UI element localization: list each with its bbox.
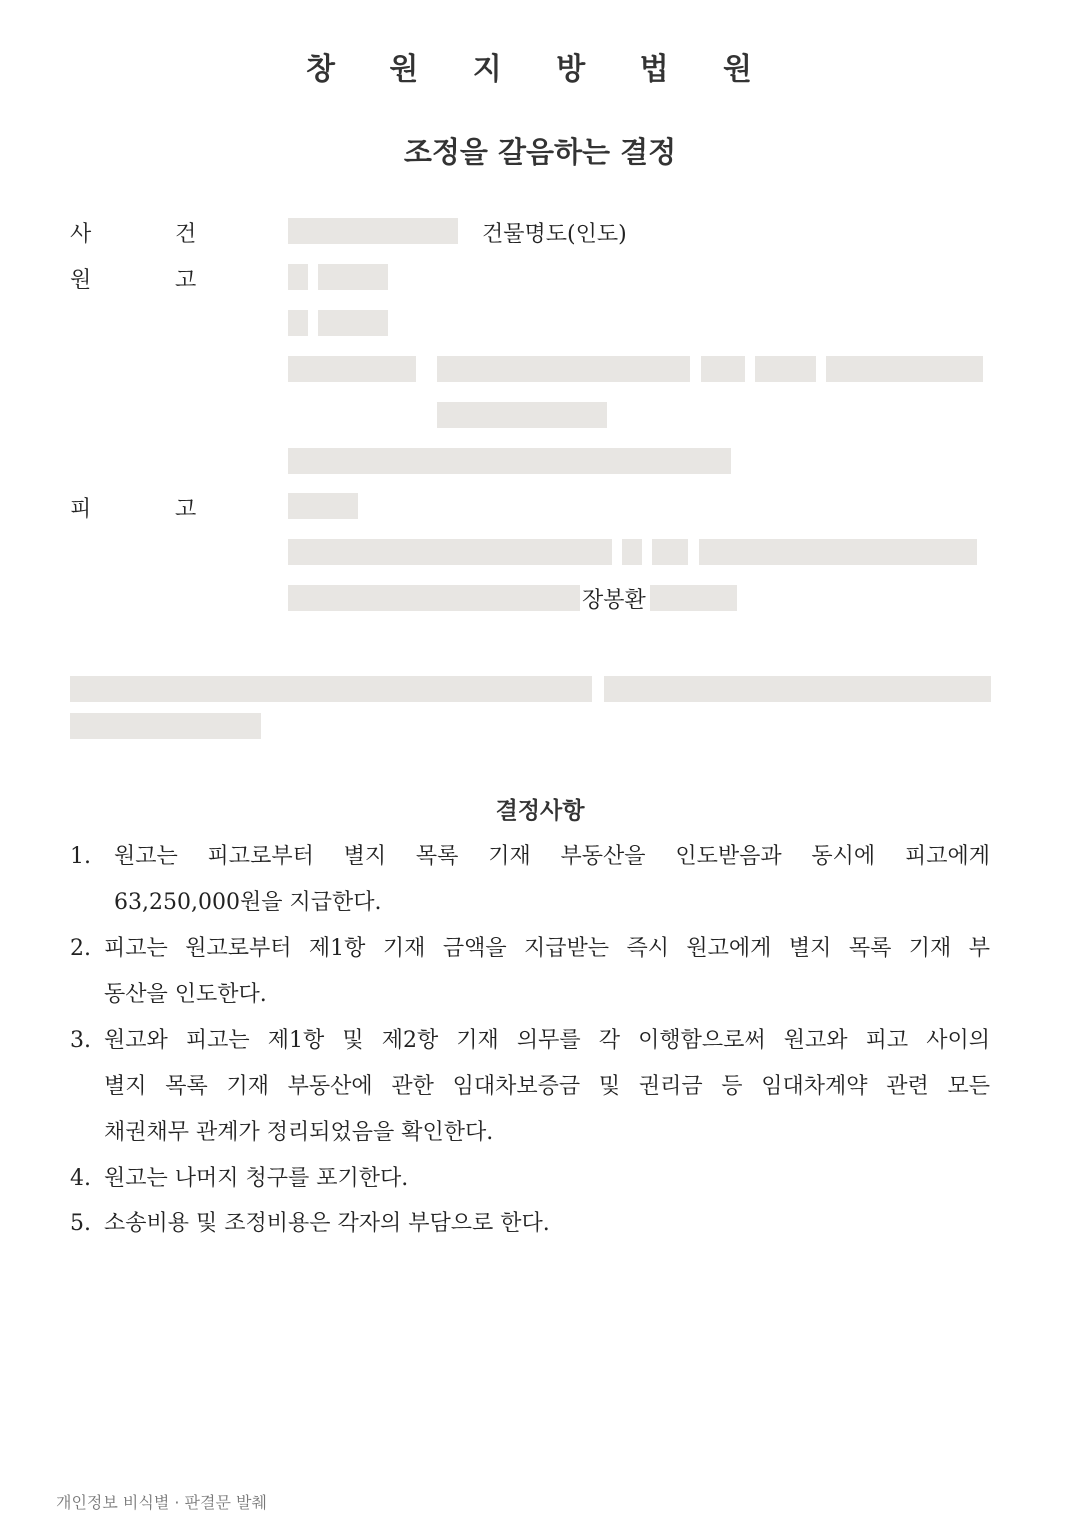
- redacted-attorney: [288, 448, 731, 474]
- redacted-address-part-3: [755, 356, 816, 382]
- footer-note: 개인정보 비식별 · 판결문 발췌: [56, 1493, 267, 1512]
- item-line: 원고는 나머지 청구를 포기한다.: [104, 1166, 409, 1191]
- redacted-defendant-address-1: [288, 539, 612, 565]
- item-number: 2.: [70, 936, 91, 961]
- redacted-defendant-name: [288, 493, 358, 519]
- redacted-defendant-address-3: [652, 539, 688, 565]
- court-name: 창 원 지 방 법 원: [305, 52, 775, 87]
- redacted-address-part-4: [826, 356, 983, 382]
- redacted-address-part-2: [701, 356, 745, 382]
- item-line: 피고는 원고로부터 제1항 기재 금액을 지급받는 즉시 원고에게 별지 목록 기재 부: [104, 936, 990, 961]
- document-title: 조정을 갈음하는 결정: [403, 135, 677, 169]
- case-label-1: 사: [70, 222, 92, 247]
- item-number: 4.: [70, 1166, 91, 1191]
- redacted-plaintiff-2-name: [318, 310, 388, 336]
- item-number: 1.: [70, 844, 91, 869]
- redacted-plaintiff-1-name: [318, 264, 388, 290]
- item-line: 별지 목록 기재 부동산에 관한 임대차보증금 및 권리금 등 임대차계약 관련 모든: [104, 1074, 990, 1099]
- item-line: 원고와 피고는 제1항 및 제2항 기재 의무를 각 이행함으로써 원고와 피고 사이의: [104, 1028, 990, 1053]
- redacted-paragraph-1: [70, 676, 592, 702]
- redacted-defendant-address-4: [699, 539, 977, 565]
- redacted-defendant-rep-right: [650, 585, 737, 611]
- redacted-case-number: [288, 218, 458, 244]
- redacted-paragraph-3: [70, 713, 261, 739]
- redacted-defendant-address-2: [622, 539, 642, 565]
- defendant-label-2: 고: [175, 497, 197, 522]
- item-line: 원고는 피고로부터 별지 목록 기재 부동산을 인도받음과 동시에 피고에게: [114, 844, 990, 869]
- item-line: 소송비용 및 조정비용은 각자의 부담으로 한다.: [104, 1211, 550, 1236]
- redacted-address-label: [288, 356, 416, 382]
- plaintiff-label-1: 원: [70, 268, 92, 293]
- item-number: 5.: [70, 1211, 91, 1236]
- redacted-defendant-rep-left: [288, 585, 580, 611]
- case-name: 건물명도(인도): [482, 222, 627, 247]
- redacted-plaintiff-1-number: [288, 264, 308, 290]
- item-line: 동산을 인도한다.: [104, 982, 267, 1007]
- redacted-address-part-1: [437, 356, 690, 382]
- item-line: 63,250,000원을 지급한다.: [114, 890, 382, 915]
- decision-heading: 결정사항: [495, 798, 585, 824]
- redacted-address-line-2: [437, 402, 607, 428]
- redacted-plaintiff-2-number: [288, 310, 308, 336]
- redacted-paragraph-2: [604, 676, 991, 702]
- plaintiff-label-2: 고: [175, 268, 197, 293]
- item-line: 채권채무 관계가 정리되었음을 확인한다.: [104, 1120, 494, 1145]
- defendant-label-1: 피: [70, 497, 92, 522]
- case-label-2: 건: [175, 222, 197, 247]
- item-number: 3.: [70, 1028, 91, 1053]
- defendant-representative-name: 장봉환: [582, 588, 646, 613]
